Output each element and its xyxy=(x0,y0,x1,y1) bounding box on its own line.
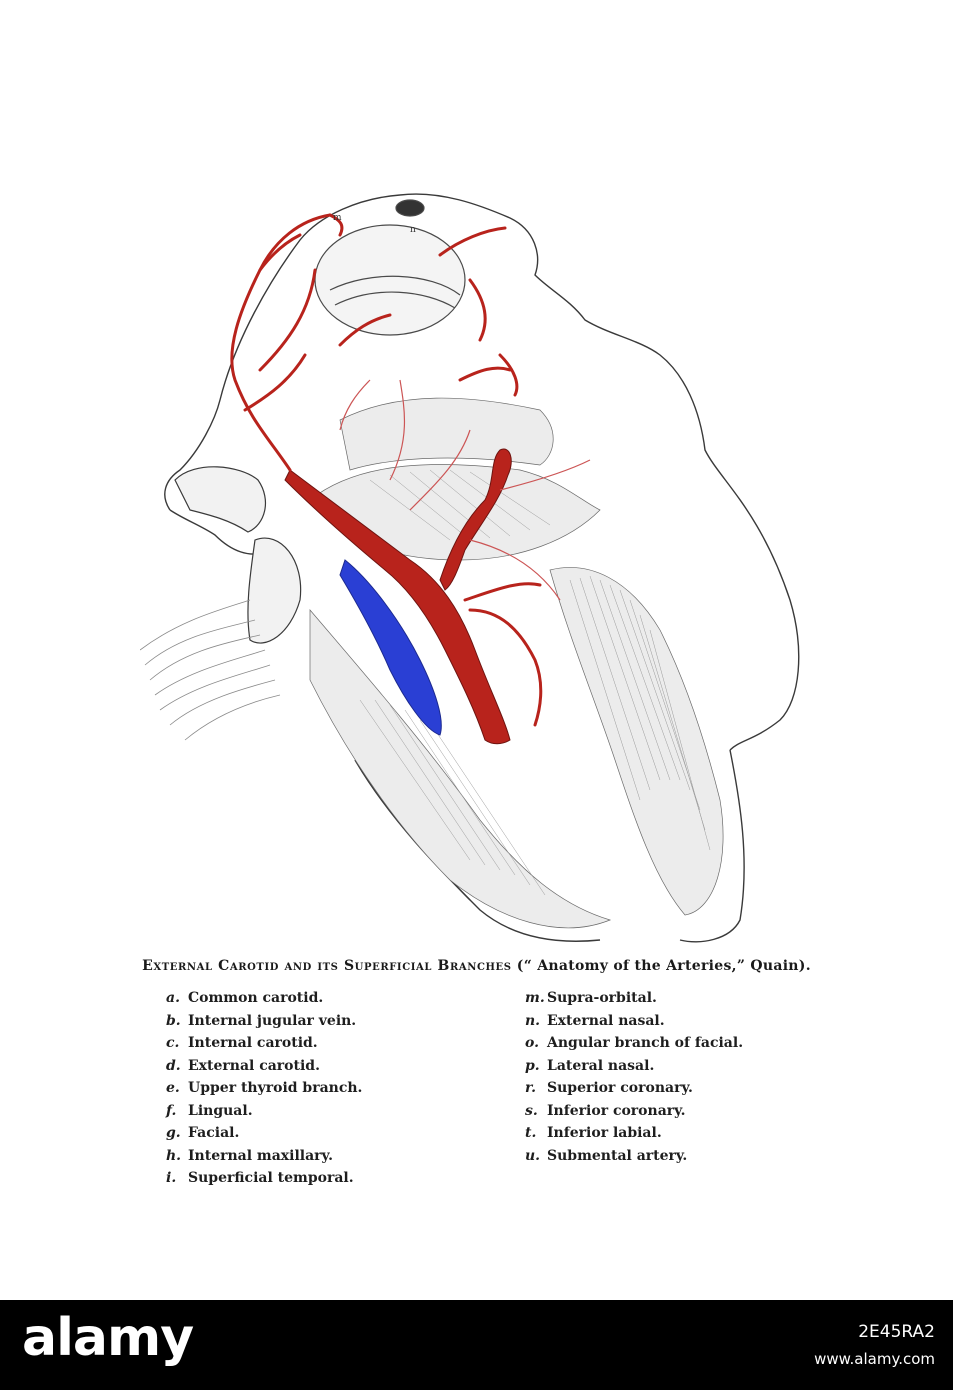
legend-letter: r. xyxy=(525,1080,536,1096)
legend-text: Angular branch of facial. xyxy=(547,1035,744,1051)
alamy-logo: alamy xyxy=(22,1308,194,1368)
legend-item xyxy=(166,1145,362,1168)
legend-text: Lingual. xyxy=(188,1102,253,1119)
label-m: m xyxy=(333,213,342,223)
legend-item xyxy=(525,1145,743,1168)
legend-letter: f. xyxy=(166,1102,177,1119)
legend-letter: e. xyxy=(166,1080,180,1096)
legend-text: External carotid. xyxy=(188,1057,320,1074)
legend-text: Inferior labial. xyxy=(547,1125,662,1141)
legend-letter: u. xyxy=(525,1147,541,1164)
caption-source: (“ Anatomy of the Arteries,” Quain). xyxy=(516,958,811,974)
legend-item xyxy=(166,1100,362,1123)
legend-letter: t. xyxy=(525,1125,537,1141)
legend-item xyxy=(525,1055,743,1078)
legend-text: External nasal. xyxy=(547,1012,665,1029)
legend-letter: c. xyxy=(166,1035,180,1051)
legend-item xyxy=(525,1010,743,1033)
legend-letter: h. xyxy=(166,1147,182,1164)
legend-right-column xyxy=(525,987,743,1167)
legend-item xyxy=(525,1122,743,1145)
legend-text: Facial. xyxy=(188,1125,240,1141)
legend-letter: o. xyxy=(525,1035,539,1051)
legend-text: Internal maxillary. xyxy=(188,1147,333,1164)
legend-item xyxy=(166,1077,362,1100)
caption-title: External Carotid and its Superficial Branches xyxy=(142,958,512,974)
legend-text: Supra-orbital. xyxy=(547,990,657,1006)
legend-item xyxy=(166,1167,362,1190)
legend-text: Internal carotid. xyxy=(188,1035,318,1051)
legend-letter: b. xyxy=(166,1012,181,1029)
legend-letter: a. xyxy=(166,990,180,1006)
legend-text: Submental artery. xyxy=(547,1147,688,1164)
ear xyxy=(175,467,301,643)
stock-url: www.alamy.com xyxy=(814,1350,935,1368)
legend-letter: m. xyxy=(525,990,545,1006)
label-n: n xyxy=(410,225,416,235)
legend-left-column xyxy=(166,987,362,1190)
legend-item xyxy=(166,987,362,1010)
legend-letter: n. xyxy=(525,1012,541,1029)
legend-item xyxy=(166,1010,362,1033)
legend-letter: i. xyxy=(166,1170,177,1186)
legend-text: Internal jugular vein. xyxy=(188,1012,357,1029)
anatomical-illustration xyxy=(140,180,820,950)
legend-item xyxy=(525,1100,743,1123)
legend-text: Superficial temporal. xyxy=(188,1170,354,1186)
legend-item xyxy=(525,987,743,1010)
legend-text: Inferior coronary. xyxy=(547,1102,686,1119)
legend-letter: d. xyxy=(166,1057,181,1074)
figure-caption xyxy=(0,958,953,974)
watermark-footer xyxy=(0,1300,953,1390)
legend-text: Common carotid. xyxy=(188,990,324,1006)
legend-letter: p. xyxy=(525,1057,540,1074)
legend-item xyxy=(525,1077,743,1100)
legend-text: Lateral nasal. xyxy=(547,1057,655,1074)
legend-item xyxy=(166,1122,362,1145)
legend-text: Superior coronary. xyxy=(547,1080,693,1096)
legend-letter: g. xyxy=(166,1125,181,1141)
legend-text: Upper thyroid branch. xyxy=(188,1080,363,1096)
legend-item xyxy=(525,1032,743,1055)
legend-item xyxy=(166,1032,362,1055)
legend-letter: s. xyxy=(525,1102,538,1119)
stock-image-id: 2E45RA2 xyxy=(858,1322,935,1342)
muscle-masses xyxy=(310,398,723,928)
legend-item xyxy=(166,1055,362,1078)
